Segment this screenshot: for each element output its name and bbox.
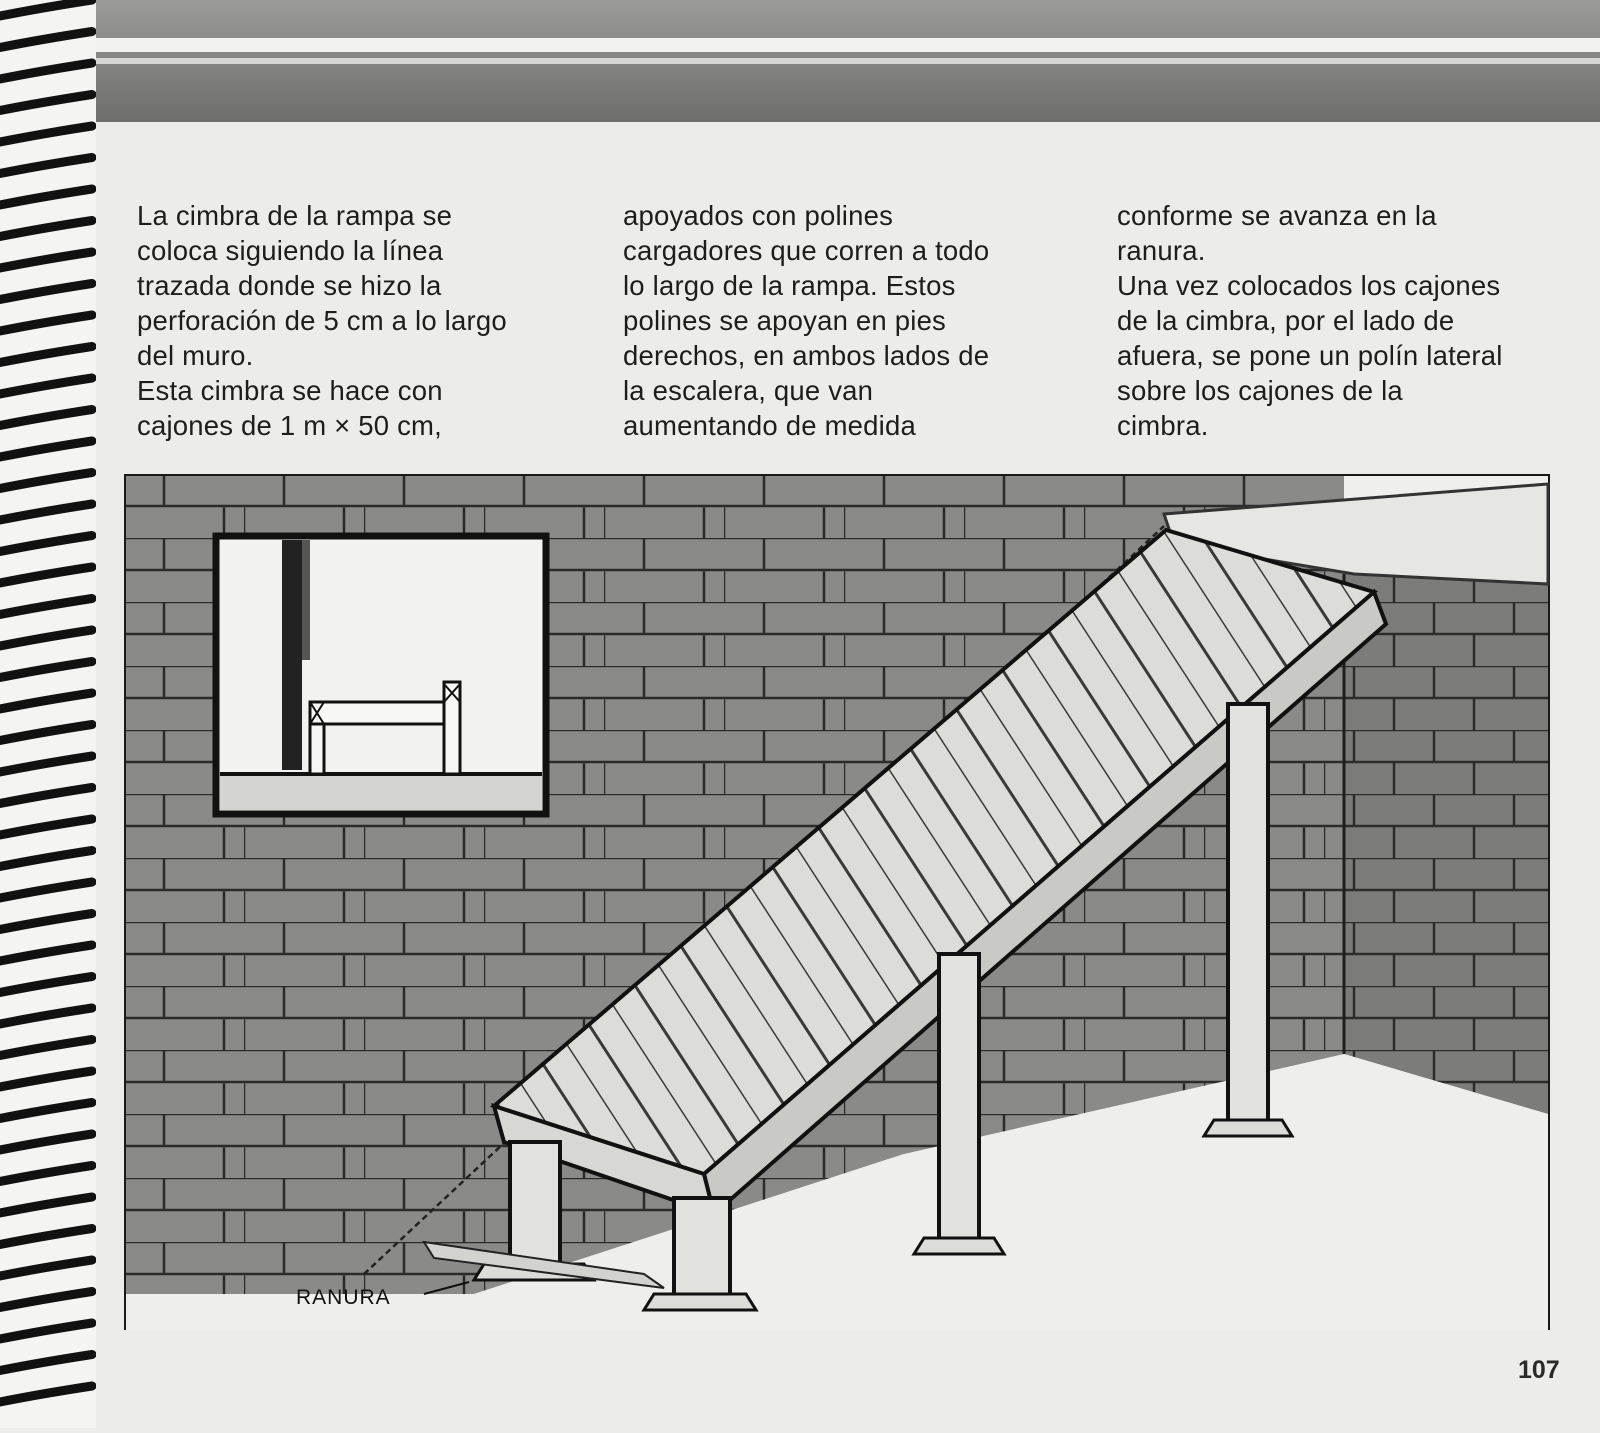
page-number: 107	[1518, 1356, 1560, 1384]
spiral-ring	[0, 788, 92, 804]
spiral-ring	[0, 32, 92, 48]
spiral-ring	[0, 410, 92, 426]
spiral-ring	[0, 1323, 92, 1339]
spiral-binding	[0, 0, 96, 1428]
spiral-ring	[0, 1071, 92, 1087]
ranura-label: RANURA	[296, 1286, 391, 1309]
spiral-ring	[0, 1040, 92, 1056]
spiral-ring	[0, 1197, 92, 1213]
spiral-ring	[0, 1008, 92, 1024]
spiral-ring	[0, 473, 92, 489]
spiral-ring	[0, 630, 92, 646]
spiral-ring	[0, 725, 92, 741]
ramp-formwork-illustration	[124, 474, 1550, 1330]
spiral-ring	[0, 315, 92, 331]
spiral-ring	[0, 662, 92, 678]
text-column-3: conforme se avanza en la ranura. Una vez colocados los cajones de la cimbra, por el lado de afuera, se pone un polín lateral sobre los cajones de la cimbra.	[1117, 200, 1503, 441]
spiral-ring	[0, 1229, 92, 1245]
spiral-ring	[0, 756, 92, 772]
spiral-ring	[0, 252, 92, 268]
spiral-ring	[0, 1386, 92, 1402]
spiral-ring	[0, 819, 92, 835]
spiral-ring	[0, 1292, 92, 1308]
spiral-ring	[0, 1134, 92, 1150]
spiral-ring	[0, 347, 92, 363]
spiral-ring	[0, 1355, 92, 1371]
spiral-ring	[0, 882, 92, 898]
spiral-ring	[0, 126, 92, 142]
spiral-ring	[0, 63, 92, 79]
text-column-2: apoyados con polines cargadores que corren a todo lo largo de la rampa. Estos polines se apoyan en pies derechos, en ambos lados de la escalera, que van aumentando de medida	[623, 200, 990, 441]
brick-wall-right	[1344, 554, 1548, 1114]
spiral-ring	[0, 504, 92, 520]
spiral-ring	[0, 284, 92, 300]
spiral-ring	[0, 158, 92, 174]
spiral-ring	[0, 599, 92, 615]
spiral-ring	[0, 189, 92, 205]
spiral-ring	[0, 693, 92, 709]
spiral-ring	[0, 95, 92, 111]
spiral-ring	[0, 0, 92, 16]
spiral-ring	[0, 1103, 92, 1119]
spiral-ring	[0, 914, 92, 930]
spiral-ring	[0, 378, 92, 394]
spiral-ring	[0, 1260, 92, 1276]
text-column-1: La cimbra de la rampa se coloca siguiendo la línea trazada donde se hizo la perforación de 5 cm a lo largo del muro. Esta cimbra se hace con cajones de 1 m × 50 cm,	[137, 200, 507, 441]
spiral-rings	[0, 0, 96, 1428]
header-band-stripe-thin	[96, 58, 1600, 64]
spiral-ring	[0, 567, 92, 583]
spiral-ring	[0, 221, 92, 237]
spiral-ring	[0, 977, 92, 993]
spiral-ring	[0, 441, 92, 457]
spiral-ring	[0, 536, 92, 552]
spiral-ring	[0, 945, 92, 961]
cross-section-inset	[216, 536, 546, 814]
spiral-ring	[0, 851, 92, 867]
header-band-stripe	[96, 38, 1600, 52]
spiral-ring	[0, 1166, 92, 1182]
